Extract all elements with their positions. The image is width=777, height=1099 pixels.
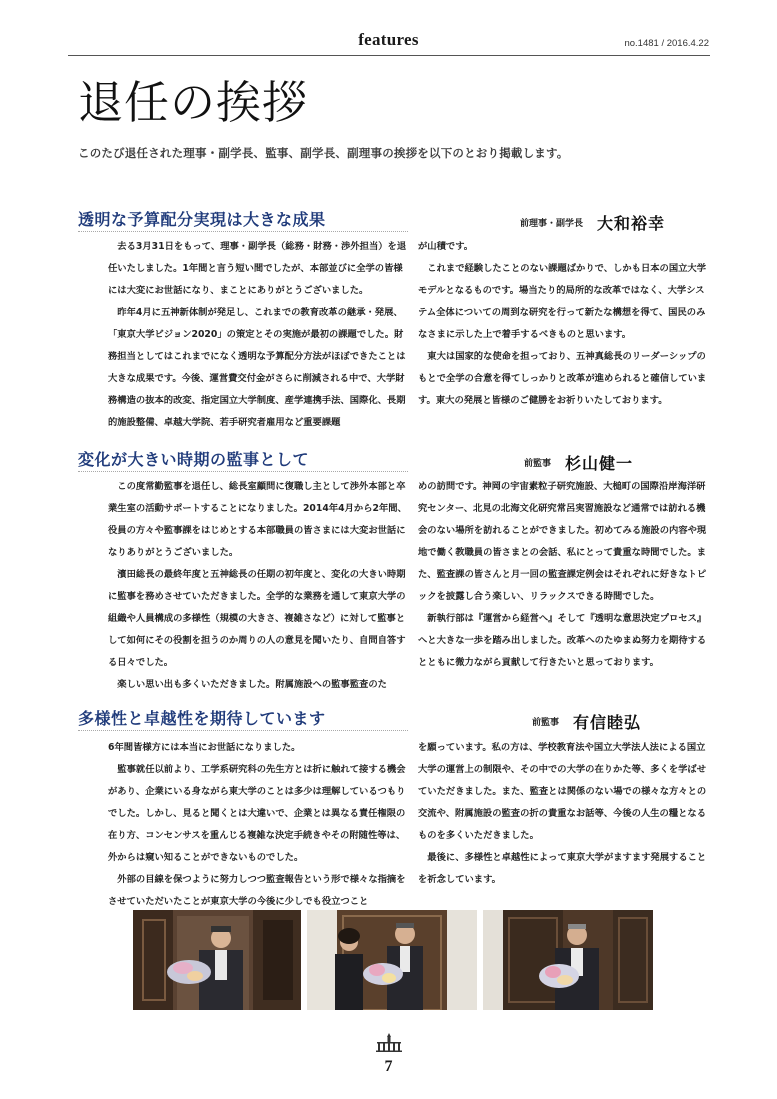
photo-yamato [133, 910, 301, 1010]
paragraph: 濱田総長の最終年度と五神総長の任期の初年度と、変化の大きい時期に監事を務めさせていただきました。全学的な業務を通して東京大学の組織や人員構成の多様性（規模の大きさ、複雑さなど）に対して監事として如何にその役割を担うのか周りの人の意見を聞いたり、自問自答する日々でした。 [108, 569, 406, 668]
paragraph: 楽しい思い出も多くいただきました。附属施設への監事監査のた [117, 679, 387, 690]
section-heading: 透明な予算配分実現は大きな成果 [78, 210, 326, 229]
author-block [532, 710, 641, 733]
photo-sugiyama [307, 910, 477, 1010]
author-block [520, 211, 665, 234]
author-role: 前理事・副学長 [520, 219, 584, 229]
section-1-right-column [418, 236, 710, 412]
section-heading: 多様性と卓越性を期待しています [78, 709, 326, 728]
photo-strip [133, 910, 653, 1010]
section-divider [78, 730, 408, 731]
paragraph: めの訪問です。神岡の宇宙素粒子研究施設、大槌町の国際沿岸海洋研究センター、北見の北海文化研究常呂実習施設など通常では訪れる機会のない場所を訪れることができました。初めてみる施設の内容や現地で働く教職員の皆さまとの会話、私にとって貴重な時間でした。また、監査課の皆さんと月一回の監査課定例会はそれぞれに好きなトピックを披露し合う楽しい、リラックスできる時間でした。 [418, 481, 707, 602]
author-name: 大和裕幸 [597, 214, 666, 233]
university-logo-icon [374, 1032, 404, 1054]
paragraph: 監事就任以前より、工学系研究科の先生方とは折に触れて接する機会があり、企業にいる身ながら東大学のことは多少は理解しているつもりでした。しかし、見ると聞くとは大違いで、企業とは異なる責任権限の在り方、コンセンサスを重んじる複雑な決定手続きやその附随性等は、外からは窺い知ることができないものでした。 [108, 764, 406, 863]
photo-arinobu [483, 910, 653, 1010]
page-subtitle: このたび退任された理事・副学長、監事、副学長、副理事の挨拶を以下のとおり掲載します。 [78, 146, 569, 160]
page-number: 7 [384, 1058, 393, 1075]
page-title: 退任の挨拶 [78, 76, 309, 129]
paragraph: これまで経験したことのない課題ばかりで、しかも日本の国立大学モデルとなるものです。場当たり的局所的な改革ではなく、大学システム全体についての周到な研究を行って新たな構想を得て、国民のみなさまに示した上で着手するべきものと思います。 [418, 263, 707, 340]
paragraph: 東大は国家的な使命を担っており、五神真総長のリーダーシップのもとで全学の合意を得てしっかりと改革が進められると確信しています。東大の発展と皆様のご健勝をお祈りいたしております。 [418, 351, 707, 406]
author-name: 有信睦弘 [573, 713, 642, 732]
paragraph: 最後に、多様性と卓越性によって東京大学がますます発展することを祈念しています。 [418, 852, 707, 885]
section-2-left-column [108, 476, 408, 696]
author-name: 杉山健一 [565, 454, 634, 473]
header-divider [68, 55, 710, 56]
section-3-right-column [418, 737, 710, 891]
section-1-left-column [108, 236, 408, 434]
author-role: 前監事 [524, 459, 552, 469]
paragraph: 新執行部は『運営から経営へ』そして『透明な意思決定プロセス』へと大きな一歩を踏み出しました。改革へのたゆまぬ努力を期待するとともに微力ながら貢献して行きたいと思っております。 [418, 613, 707, 668]
header-issue-number: no.1481 / 2016.4.22 [624, 38, 709, 49]
section-divider [78, 231, 408, 232]
section-3-left-column [108, 737, 408, 913]
author-role: 前監事 [532, 718, 560, 728]
paragraph: 6年間皆様方には本当にお世話になりました。 [108, 742, 301, 753]
paragraph: この度常勤監事を退任し、総長室顧問に復職し主として渉外本部と卒業生室の活動サポートすることになりました。2014年4月から2年間、役員の方々や監事課をはじめとする本部職員の皆さまには大変お世話になりありがとうございました。 [108, 481, 407, 558]
header-section-label: features [358, 30, 419, 49]
section-2-right-column [418, 476, 710, 674]
paragraph: が山積です。 [418, 241, 474, 252]
paragraph: 去る3月31日をもって、理事・副学長（総務・財務・渉外担当）を退任いたしました。1年間と言う短い間でしたが、本部並びに全学の皆様には大変にお世話になり、まことにありがとうございました。 [108, 241, 407, 296]
paragraph: 外部の目線を保つように努力しつつ監査報告という形で様々な指摘をさせていただいたことが東京大学の今後に少しでも役立つこと [108, 874, 406, 907]
paragraph: 昨年4月に五神新体制が発足し、これまでの教育改革の継承・発展、「東京大学ビジョン2020」の策定とその実施が最初の課題でした。財務担当としてはこれまでになく透明な予算配分方法がほぼできたことは大きな成果です。今後、運営費交付金がさらに削減される中で、大学財務構造の抜本的改変、指定国立大学制度、産学連携手法、国際化、長期的施設整備、卓越大学院、若手研究者雇用など重要課題 [108, 307, 406, 428]
paragraph: を願っています。私の方は、学校教育法や国立大学法人法による国立大学の運営上の制限や、その中での大学の在りかた等、多くを学ばせていただきました。また、監査とは関係のない場での様々な方々との交流や、附属施設の監査の折の貴重なお話等、今後の人生の糧となるものを多くいただきました。 [418, 742, 707, 841]
section-divider [78, 471, 408, 472]
section-heading: 変化が大きい時期の監事として [78, 450, 310, 469]
author-block [524, 451, 633, 474]
